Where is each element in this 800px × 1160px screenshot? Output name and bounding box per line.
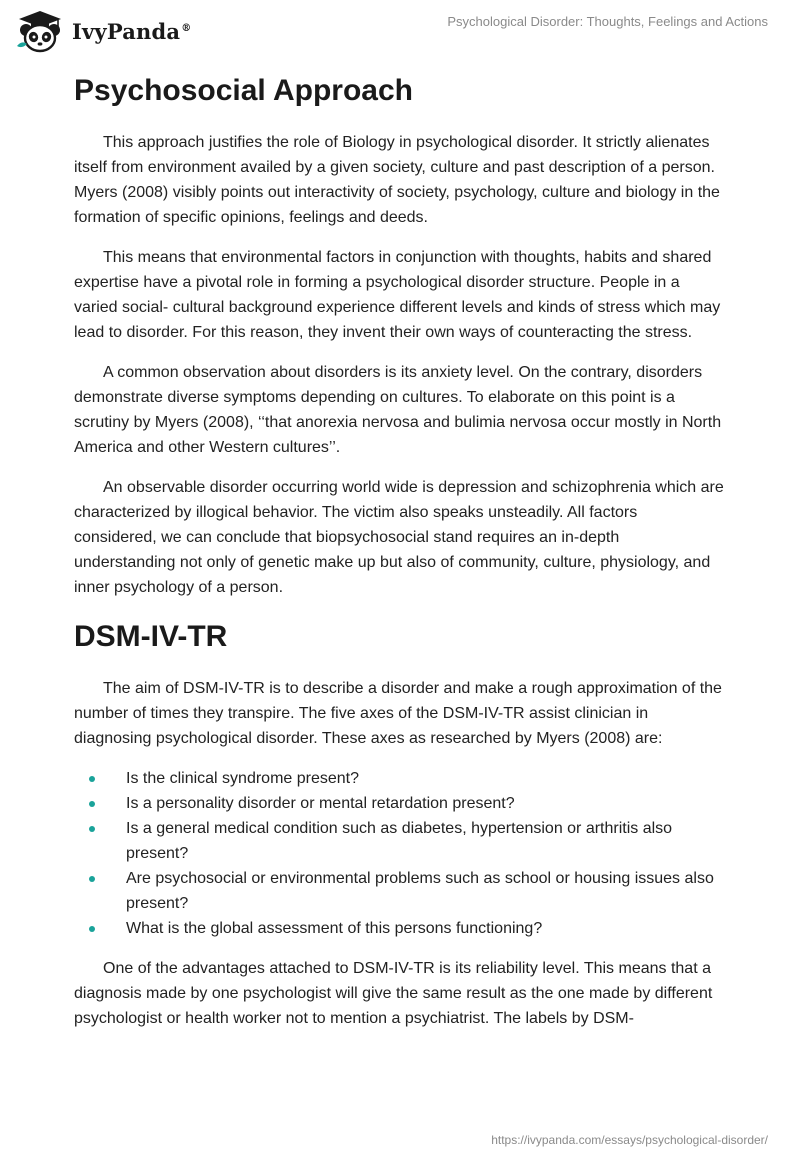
paragraph: An observable disorder occurring world wide is depression and schizophrenia which are characterized by illogical behavior. The victim also speaks unsteadily. All factors considered, we can conclude that biopsychosocial stand requires an in-depth understanding not only of genetic make up but also of community, culture, physiology, and inner psychology of a person. [74, 479, 724, 596]
paragraph: This approach justifies the role of Biology in psychological disorder. It strictly alienates itself from environment availed by a given society, culture and past description of a person. Myers (2008) visibly points out interactivity of society, psychology, culture and biology in the formation of specific opinions, feelings and deeds. [74, 134, 720, 226]
panda-icon [14, 8, 66, 54]
ivypanda-logo[interactable] [14, 8, 191, 54]
list-item [74, 916, 724, 941]
paragraph: A common observation about disorders is its anxiety level. On the contrary, disorders demonstrate diverse symptoms depending on cultures. To elaborate on this point is a scrutiny by Myers (2008), ‘‘that anorexia nervosa and bulimia nervosa occur mostly in North America and other Western cultures’’. [74, 364, 722, 456]
page-header [0, 0, 800, 60]
list-item [74, 791, 724, 816]
logo-text: IvyPanda [72, 18, 181, 44]
list-item-text: Are psychosocial or environmental problems such as school or housing issues also present? [126, 870, 714, 912]
bullet-icon [89, 926, 95, 932]
paragraph: This means that environmental factors in conjunction with thoughts, habits and shared expertise have a pivotal role in forming a psychological disorder structure. People in a varied social- cultural background experience different levels and kinds of stress which may lead to disorder. For this reason, they invent their own ways of counteracting the stress. [74, 249, 721, 341]
list-item [74, 866, 724, 916]
section-heading-dsm: DSM-IV-TR [74, 620, 228, 653]
logo-wordmark [72, 19, 191, 44]
list-item-text: Is a general medical condition such as diabetes, hypertension or arthritis also present? [126, 820, 673, 862]
list-item [74, 766, 724, 791]
list-item-text: What is the global assessment of this persons functioning? [126, 920, 543, 937]
bullet-icon [89, 801, 95, 807]
source-url[interactable]: https://ivypanda.com/essays/psychological-disorder/ [491, 1133, 768, 1147]
list-item-text: Is a personality disorder or mental retardation present? [126, 795, 515, 812]
bullet-icon [89, 876, 95, 882]
essay-content [74, 72, 724, 1046]
section-heading-psychosocial: Psychosocial Approach [74, 74, 413, 107]
paragraph: One of the advantages attached to DSM-IV-TR is its reliability level. This means that a diagnosis made by one psychologist will give the same result as the one made by different psychologist or health worker not to mention a psychiatrist. The labels by DSM- [74, 960, 713, 1027]
paragraph: The aim of DSM-IV-TR is to describe a disorder and make a rough approximation of the number of times they transpire. The five axes of the DSM-IV-TR assist clinician in diagnosing psychological disorder. These axes as researched by Myers (2008) are: [74, 680, 722, 747]
bullet-icon [89, 776, 95, 782]
list-item-text: Is the clinical syndrome present? [126, 770, 359, 787]
axes-list [74, 766, 724, 941]
bullet-icon [89, 826, 95, 832]
list-item [74, 816, 724, 866]
document-title: Psychological Disorder: Thoughts, Feelings and Actions [447, 14, 768, 29]
registered-mark: ® [181, 22, 192, 34]
